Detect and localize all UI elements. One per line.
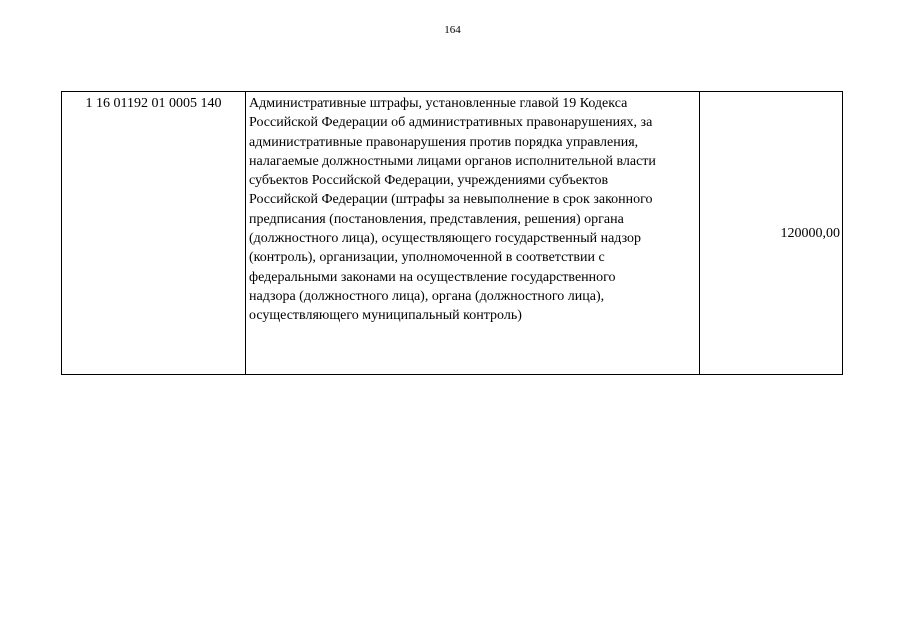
page-number: 164 [444,24,461,36]
budget-table [61,91,843,375]
description-line: (должностного лица), осуществляющего государственный надзор [249,231,642,247]
description-line: Российской Федерации (штрафы за невыполнение в срок законного [249,192,653,208]
description-line: Административные штрафы, установленные главой 19 Кодекса [249,96,628,111]
description-line: налагаемые должностными лицами органов исполнительной власти [249,153,656,169]
description-line: административные правонарушения против порядка управления, [249,134,639,150]
budget-code-cell: 1 16 01192 01 0005 140 [62,92,246,375]
table-row [62,92,843,375]
description-line: субъектов Российской Федерации, учреждениями субъектов [249,173,609,189]
description-line: (контроль), организации, уполномоченной в соответствии с [249,250,605,266]
description-line: Российской Федерации об административных правонарушениях, за [249,115,653,131]
description-line: предписания (постановления, представления, решения) органа [249,211,624,227]
description-cell [246,92,700,375]
amount-cell: 120000,00 [700,92,843,375]
description-line: надзора (должностного лица), органа (должностного лица), [249,288,605,304]
description-line: осуществляющего муниципальный контроль) [249,308,522,324]
description-line: федеральными законами на осуществление государственного [249,269,616,285]
